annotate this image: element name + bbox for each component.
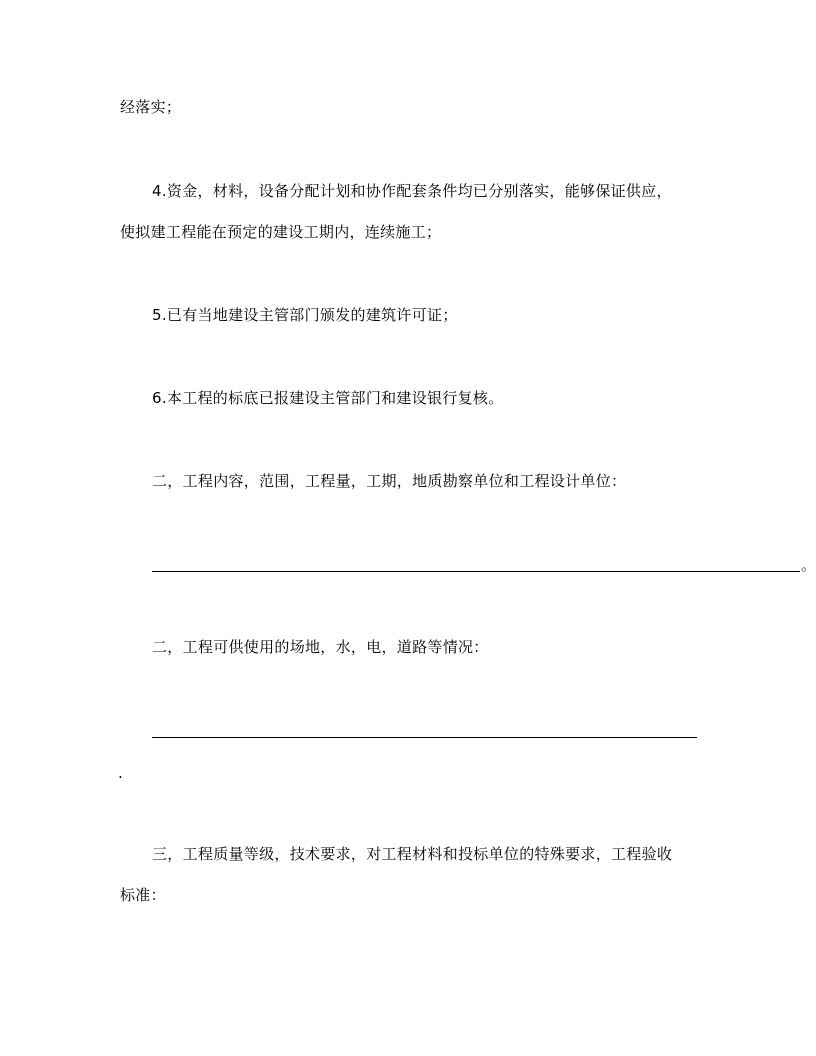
text-line: 使拟建工程能在预定的建设工期内，连续施工； [120, 223, 442, 241]
text-line: 4.资金，材料，设备分配计划和协作配套条件均已分别落实，能够保证供应， [152, 182, 672, 200]
text-line: 三，工程质量等级，技术要求，对工程材料和投标单位的特殊要求，工程验收 [152, 845, 673, 863]
text-line: 标准： [120, 886, 166, 904]
fill-in-blank-line [152, 571, 800, 572]
fill-in-blank-line [152, 737, 697, 738]
text-line: 6.本工程的标底已报建设主管部门和建设银行复核。 [152, 389, 504, 407]
text-line: 经落实； [120, 98, 182, 116]
blank-end-punctuation: 。 [801, 556, 816, 574]
blank-end-punctuation: . [118, 764, 124, 782]
text-line: 二，工程内容，范围，工程量，工期，地质勘察单位和工程设计单位： [152, 472, 627, 490]
text-line: 二，工程可供使用的场地，水，电，道路等情况： [152, 638, 489, 656]
text-line: 5.已有当地建设主管部门颁发的建筑许可证； [152, 306, 458, 324]
